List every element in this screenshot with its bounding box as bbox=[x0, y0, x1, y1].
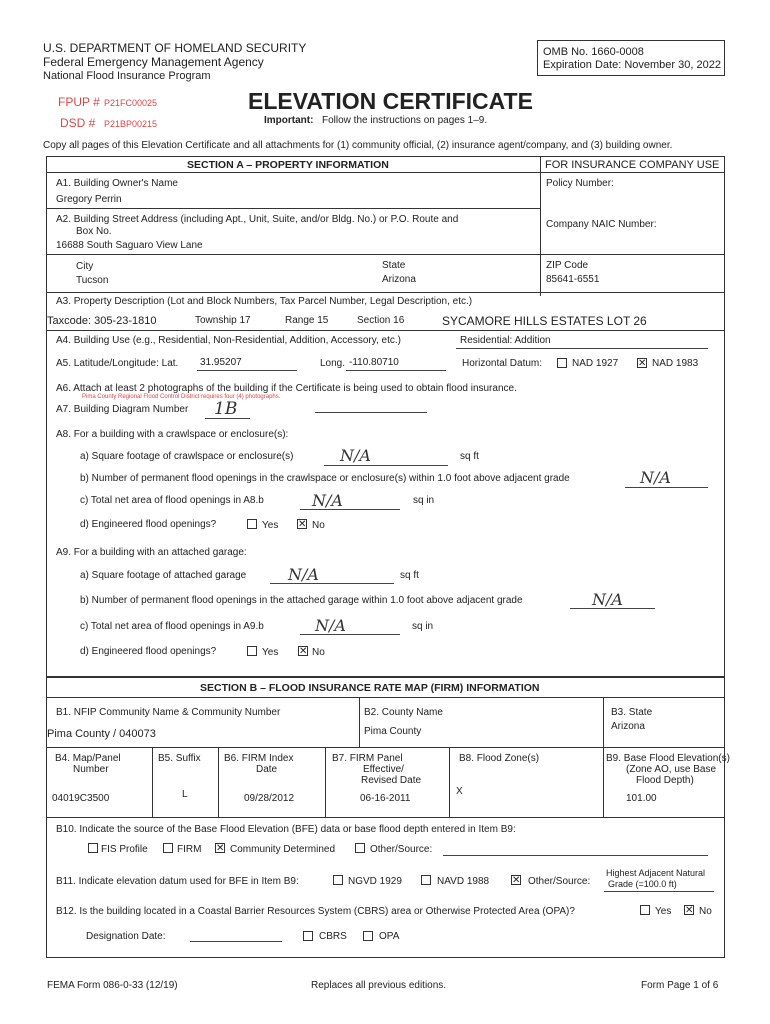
a8-label: A8. For a building with a crawlspace or enclosure(s): bbox=[56, 429, 289, 440]
firm-label: FIRM bbox=[177, 844, 202, 855]
a6-label: A6. Attach at least 2 photographs of the building if the Certificate is being used to obtain flood insurance. bbox=[56, 383, 517, 394]
section-b-title: SECTION B – FLOOD INSURANCE RATE MAP (FIRM) INFORMATION bbox=[200, 682, 540, 694]
cbrs-label: CBRS bbox=[319, 931, 347, 942]
subdivision: SYCAMORE HILLS ESTATES LOT 26 bbox=[442, 314, 647, 328]
b12-label: B12. Is the building located in a Coastal Barrier Resources System (CBRS) area or Otherwise Protected Area (OPA)? bbox=[56, 906, 575, 917]
section-number: Section 16 bbox=[357, 315, 405, 326]
a8d-no-checkbox[interactable]: ✕ bbox=[298, 519, 307, 530]
opa-label: OPA bbox=[379, 931, 400, 942]
b10-label: B10. Indicate the source of the Base Flood Elevation (BFE) data or base flood depth entered in Item B9: bbox=[56, 824, 516, 835]
b1-value: Pima County / 040073 bbox=[47, 728, 156, 740]
a2-value: 16688 South Saguaro View Lane bbox=[56, 240, 203, 251]
a8d-yes-label: Yes bbox=[262, 520, 279, 531]
a9a-label: a) Square footage of attached garage bbox=[80, 570, 247, 581]
b4-value: 04019C3500 bbox=[52, 793, 110, 804]
a5-label: A5. Latitude/Longitude: Lat. bbox=[56, 358, 179, 369]
b12-no-checkbox[interactable]: ✕ bbox=[685, 905, 694, 916]
b12-no-label: No bbox=[699, 906, 712, 917]
b9-value: 101.00 bbox=[626, 793, 657, 804]
b6-label-line2: Date bbox=[256, 764, 278, 775]
taxcode: Taxcode: 305-23-1810 bbox=[47, 315, 157, 327]
b2-value: Pima County bbox=[364, 726, 422, 737]
dsd-value: P21BP00215 bbox=[104, 119, 158, 129]
a9a-value: N/A bbox=[288, 565, 319, 584]
fis-label: FIS Profile bbox=[101, 844, 148, 855]
a8a-unit: sq ft bbox=[460, 451, 479, 462]
state-label: State bbox=[382, 260, 406, 271]
a9b-value: N/A bbox=[592, 590, 623, 609]
a9c-value: N/A bbox=[315, 616, 346, 635]
b4-label-line2: Number bbox=[73, 764, 109, 775]
state-value: Arizona bbox=[382, 274, 416, 285]
longitude-label: Long. bbox=[320, 358, 346, 369]
fis-checkbox[interactable] bbox=[88, 843, 98, 853]
a9d-yes-checkbox[interactable] bbox=[247, 646, 257, 656]
opa-checkbox[interactable] bbox=[363, 931, 373, 941]
section-a-title: SECTION A – PROPERTY INFORMATION bbox=[187, 159, 389, 171]
agency-dept: U.S. DEPARTMENT OF HOMELAND SECURITY bbox=[43, 41, 307, 55]
b12-yes-label: Yes bbox=[655, 906, 672, 917]
b9-label-line2: (Zone AO, use Base bbox=[626, 764, 717, 775]
a2-label-line1: A2. Building Street Address (including Apt., Unit, Suite, and/or Bldg. No.) or P.O. Route and bbox=[56, 214, 459, 225]
ngvd-label: NGVD 1929 bbox=[348, 876, 402, 887]
omb-expiration: Expiration Date: November 30, 2022 bbox=[543, 59, 721, 71]
ngvd-checkbox[interactable] bbox=[333, 875, 343, 885]
b7-value: 06-16-2011 bbox=[360, 793, 411, 804]
community-checkbox[interactable]: ✕ bbox=[216, 843, 225, 854]
a7-value: 1B bbox=[214, 399, 238, 419]
footer-replaces: Replaces all previous editions. bbox=[311, 980, 447, 991]
a9d-no-label: No bbox=[312, 647, 325, 658]
zip-label: ZIP Code bbox=[546, 260, 589, 271]
longitude: -110.80710 bbox=[349, 357, 399, 368]
b12-yes-checkbox[interactable] bbox=[640, 905, 650, 915]
a9d-no-checkbox[interactable]: ✕ bbox=[299, 646, 308, 657]
a9-label: A9. For a building with an attached garage: bbox=[56, 547, 247, 558]
other-b11-label: Other/Source: bbox=[528, 876, 591, 887]
policy-number-label: Policy Number: bbox=[546, 178, 614, 189]
b1-label: B1. NFIP Community Name & Community Number bbox=[56, 707, 281, 718]
a4-label: A4. Building Use (e.g., Residential, Non-Residential, Addition, Accessory, etc.) bbox=[56, 335, 401, 346]
agency-name: Federal Emergency Management Agency bbox=[43, 55, 264, 69]
a8d-yes-checkbox[interactable] bbox=[247, 519, 257, 529]
b4-label-line1: B4. Map/Panel bbox=[55, 753, 121, 764]
navd-checkbox[interactable] bbox=[421, 875, 431, 885]
omb-number: OMB No. 1660-0008 bbox=[543, 46, 644, 58]
b7-label-line1: B7. FIRM Panel bbox=[332, 753, 403, 764]
program-name: National Flood Insurance Program bbox=[43, 70, 211, 82]
a9a-unit: sq ft bbox=[400, 570, 419, 581]
zip-value: 85641-6551 bbox=[546, 274, 600, 285]
a1-label: A1. Building Owner's Name bbox=[56, 178, 178, 189]
a8a-value: N/A bbox=[340, 446, 371, 465]
a8d-label: d) Engineered flood openings? bbox=[80, 519, 217, 530]
other-b10-checkbox[interactable] bbox=[355, 843, 365, 853]
b8-value: X bbox=[456, 786, 463, 797]
b11-other-line2: Grade (=100.0 ft) bbox=[608, 879, 677, 889]
township: Township 17 bbox=[195, 315, 251, 326]
a8c-unit: sq in bbox=[413, 495, 435, 506]
city-value: Tucson bbox=[76, 275, 109, 286]
copy-instructions: Copy all pages of this Elevation Certificate and all attachments for (1) community official, (2) insurance agent/company, and (3) building owner. bbox=[43, 140, 673, 151]
a9c-label: c) Total net area of flood openings in A9.b bbox=[80, 621, 264, 632]
a9d-yes-label: Yes bbox=[262, 647, 279, 658]
a8a-label: a) Square footage of crawlspace or enclosure(s) bbox=[80, 451, 294, 462]
latitude: 31.95207 bbox=[200, 357, 242, 368]
nad1927-label: NAD 1927 bbox=[572, 358, 619, 369]
navd-label: NAVD 1988 bbox=[437, 876, 490, 887]
naic-label: Company NAIC Number: bbox=[546, 219, 657, 230]
a8c-value: N/A bbox=[312, 491, 343, 510]
a6-note: Pima County Regional Flood Control District requires four (4) photographs. bbox=[82, 394, 281, 400]
fpup-value: P21FC00025 bbox=[104, 98, 158, 108]
nad1927-checkbox[interactable] bbox=[557, 358, 567, 368]
b7-label-line3: Revised Date bbox=[361, 775, 422, 786]
a4-value: Residential: Addition bbox=[460, 335, 551, 346]
nad1983-checkbox[interactable]: ✕ bbox=[638, 358, 647, 369]
datum-label: Horizontal Datum: bbox=[462, 358, 543, 369]
b6-label-line1: B6. FIRM Index bbox=[224, 753, 294, 764]
a7-label: A7. Building Diagram Number bbox=[56, 404, 189, 415]
range: Range 15 bbox=[285, 315, 329, 326]
a3-label: A3. Property Description (Lot and Block Numbers, Tax Parcel Number, Legal Description, etc.) bbox=[56, 296, 473, 307]
a8b-value: N/A bbox=[640, 468, 671, 487]
b8-label: B8. Flood Zone(s) bbox=[459, 753, 540, 764]
b7-label-line2: Effective/ bbox=[363, 764, 404, 775]
a2-label-line2: Box No. bbox=[76, 226, 112, 237]
fpup-label: FPUP # bbox=[58, 95, 100, 109]
other-b11-checkbox[interactable]: ✕ bbox=[512, 875, 521, 886]
company-use-title: FOR INSURANCE COMPANY USE bbox=[545, 159, 720, 171]
a1-value: Gregory Perrin bbox=[56, 194, 122, 205]
b5-label: B5. Suffix bbox=[158, 753, 201, 764]
important-text: Follow the instructions on pages 1–9. bbox=[322, 115, 488, 126]
nad1983-label: NAD 1983 bbox=[652, 358, 699, 369]
form-title: ELEVATION CERTIFICATE bbox=[248, 88, 533, 114]
a9b-label: b) Number of permanent flood openings in the attached garage within 1.0 foot above adjacent grade bbox=[80, 595, 523, 606]
a9c-unit: sq in bbox=[412, 621, 434, 632]
b3-value: Arizona bbox=[611, 721, 645, 732]
dsd-label: DSD # bbox=[60, 116, 96, 130]
footer-page: Form Page 1 of 6 bbox=[641, 980, 719, 991]
a8b-label: b) Number of permanent flood openings in the crawlspace or enclosure(s) within 1.0 foot above adjacent grade bbox=[80, 473, 570, 484]
cbrs-checkbox[interactable] bbox=[303, 931, 313, 941]
other-b10-label: Other/Source: bbox=[370, 844, 433, 855]
designation-label: Designation Date: bbox=[86, 931, 166, 942]
b5-value: L bbox=[182, 789, 188, 800]
b3-label: B3. State bbox=[611, 707, 653, 718]
b2-label: B2. County Name bbox=[364, 707, 443, 718]
community-label: Community Determined bbox=[230, 844, 336, 855]
city-label: City bbox=[76, 261, 94, 272]
a8c-label: c) Total net area of flood openings in A8.b bbox=[80, 495, 264, 506]
b6-value: 09/28/2012 bbox=[244, 793, 295, 804]
a8d-no-label: No bbox=[312, 520, 325, 531]
a9d-label: d) Engineered flood openings? bbox=[80, 646, 217, 657]
b11-other-line1: Highest Adjacent Natural bbox=[606, 868, 706, 878]
b9-label-line3: Flood Depth) bbox=[636, 775, 694, 786]
firm-checkbox[interactable] bbox=[163, 843, 173, 853]
b9-label-line1: B9. Base Flood Elevation(s) bbox=[606, 753, 730, 764]
important-label: Important: bbox=[264, 115, 314, 126]
b11-label: B11. Indicate elevation datum used for BFE in Item B9: bbox=[56, 876, 299, 887]
footer-form-number: FEMA Form 086-0-33 (12/19) bbox=[47, 980, 178, 991]
